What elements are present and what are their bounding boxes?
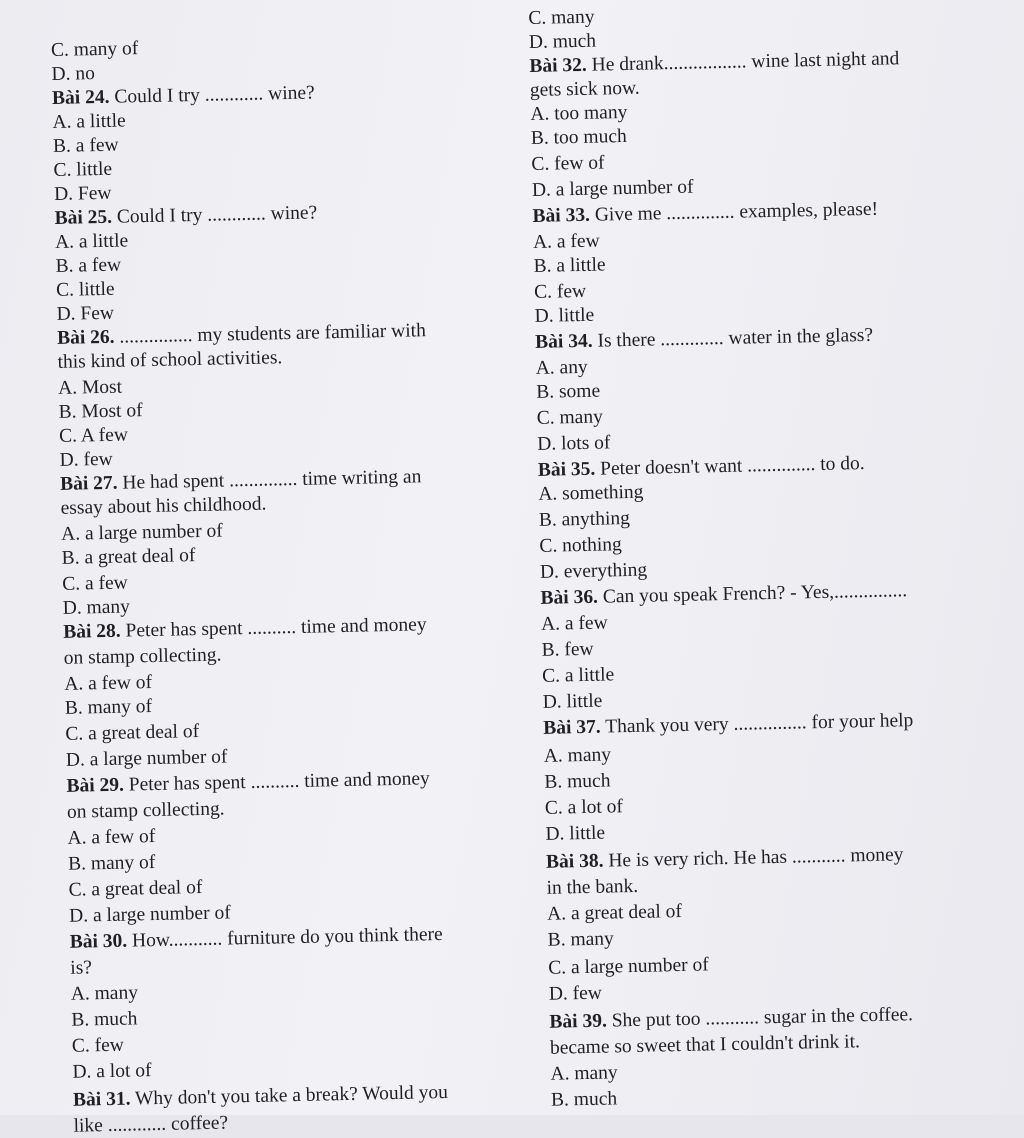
answer-option	[67, 826, 155, 850]
option-text: D. lots of	[537, 432, 611, 455]
option-text: D. a large number of	[68, 902, 231, 927]
question-text: Could I try ............ wine?	[109, 82, 315, 108]
option-text: D. little	[534, 304, 595, 327]
answer-option	[58, 400, 142, 424]
answer-option	[547, 901, 682, 926]
option-text: C. a great deal of	[65, 721, 200, 745]
question-number: Bài 34.	[534, 330, 593, 353]
answer-option	[551, 1088, 618, 1111]
option-text: D. everything	[539, 559, 648, 583]
option-text: like ............ coffee?	[73, 1112, 229, 1137]
answer-option	[64, 645, 222, 670]
option-text: C. nothing	[539, 534, 622, 557]
answer-option	[55, 255, 121, 278]
option-text: C. many	[536, 406, 604, 429]
answer-option	[545, 796, 623, 820]
option-text: A. too many	[530, 101, 628, 125]
option-text: A. a great deal of	[546, 900, 683, 925]
option-text: A. a few of	[64, 672, 153, 695]
question-stem	[546, 844, 904, 873]
option-text: D. a lot of	[72, 1060, 152, 1083]
option-text: C. few	[533, 280, 587, 303]
question-number: Bài 30.	[69, 930, 128, 953]
answer-option	[72, 1035, 124, 1058]
option-text: A. Most	[57, 376, 123, 399]
option-text: C. A few	[58, 424, 129, 447]
answer-option	[73, 1113, 228, 1138]
option-text: B. many of	[67, 851, 156, 875]
option-text: B. Most of	[58, 400, 143, 423]
option-text: A. a large number of	[60, 520, 223, 545]
option-text: D. Few	[56, 302, 115, 325]
answer-option	[56, 303, 114, 326]
question-text: Is there ............. water in the glass?	[592, 324, 874, 352]
option-text: gets sick now.	[529, 77, 640, 101]
question-stem	[535, 325, 873, 354]
question-text: Can you speak French? - Yes,...............	[597, 580, 908, 608]
option-text: D. a large number of	[65, 746, 228, 771]
answer-option	[68, 852, 156, 876]
answer-option	[55, 230, 129, 254]
option-text: B. a few	[55, 254, 122, 277]
option-text: essay about his childhood.	[60, 493, 267, 519]
question-number: Bài 28.	[63, 620, 121, 643]
answer-option	[544, 744, 612, 767]
answer-option	[550, 1062, 618, 1085]
option-text: A. a few	[532, 230, 600, 253]
answer-option	[67, 799, 225, 824]
question-text: He is very rich. He has ........... money	[603, 844, 904, 872]
option-text: A. a few of	[67, 825, 156, 849]
question-text: Thank you very ............... for your help	[600, 710, 914, 738]
option-text: on stamp collecting.	[66, 798, 225, 823]
answer-option	[548, 954, 709, 979]
answer-option	[545, 823, 605, 846]
answer-option	[61, 545, 195, 570]
question-number: Bài 27.	[59, 472, 118, 495]
answer-option	[51, 38, 139, 62]
question-number: Bài 36.	[540, 586, 599, 609]
answer-option	[530, 78, 640, 102]
answer-option	[70, 957, 92, 979]
option-text: D. few	[59, 448, 113, 471]
answer-option	[54, 183, 112, 206]
question-text: He had spent .............. time writing an	[117, 466, 422, 494]
option-text: B. too much	[530, 125, 627, 149]
answer-option	[537, 407, 604, 430]
answer-option	[68, 877, 202, 902]
answer-option	[541, 639, 593, 662]
answer-option	[532, 177, 694, 202]
answer-option	[61, 521, 223, 546]
option-text: C. a little	[541, 664, 615, 687]
answer-option	[535, 357, 587, 380]
question-number: Bài 26.	[56, 326, 115, 349]
question-number: Bài 39.	[549, 1010, 608, 1033]
question-stem	[70, 924, 443, 954]
option-text: B. many	[547, 928, 614, 951]
option-text: D. no	[51, 63, 96, 85]
answer-option	[72, 1060, 152, 1084]
option-text: D. little	[542, 690, 603, 713]
answer-option	[533, 231, 600, 254]
question-number: Bài 38.	[545, 850, 604, 873]
answer-option	[531, 152, 605, 176]
option-text: A. something	[538, 481, 644, 505]
question-stem	[540, 580, 907, 610]
question-number: Bài 24.	[51, 86, 110, 109]
answer-option	[542, 691, 602, 714]
answer-option	[534, 281, 586, 304]
option-text: C. little	[55, 278, 115, 301]
option-text: A. a little	[54, 230, 129, 253]
answer-option	[52, 110, 126, 134]
option-text: B. much	[544, 770, 611, 793]
question-text: ............... my students are familiar with	[114, 320, 427, 348]
answer-option	[542, 664, 614, 688]
answer-option	[538, 482, 644, 506]
option-text: A. a few	[540, 612, 608, 635]
option-text: B. a little	[533, 254, 606, 277]
option-text: C. few	[71, 1034, 125, 1057]
option-text: C. few of	[531, 152, 605, 175]
option-text: B. a great deal of	[61, 545, 196, 569]
option-text: D. Few	[53, 182, 112, 205]
question-stem	[54, 202, 317, 229]
answer-option	[544, 770, 611, 793]
option-text: C. a great deal of	[68, 877, 203, 901]
question-number: Bài 33.	[532, 204, 591, 227]
question-text: He drank................. wine last night and	[586, 48, 900, 76]
answer-option	[533, 254, 605, 278]
option-text: A. many	[70, 982, 139, 1005]
question-number: Bài 31.	[72, 1088, 131, 1111]
answer-option	[65, 696, 153, 720]
option-text: D. few	[548, 982, 603, 1005]
option-text: C. many	[528, 6, 595, 29]
answer-option	[534, 305, 594, 328]
answer-option	[537, 432, 611, 456]
answer-option	[60, 494, 266, 520]
answer-option	[547, 928, 614, 951]
question-text: Give me .............. examples, please!	[589, 198, 879, 226]
option-text: B. anything	[538, 507, 631, 531]
answer-option	[531, 126, 627, 150]
answer-option	[56, 279, 115, 302]
option-text: B. a few	[52, 134, 119, 157]
question-number: Bài 25.	[54, 206, 113, 229]
answer-option	[541, 612, 608, 635]
answer-option	[530, 102, 627, 126]
option-text: B. some	[536, 380, 601, 403]
answer-option	[528, 7, 595, 30]
option-text: C. a few	[62, 572, 128, 595]
answer-option	[59, 449, 113, 472]
option-text: became so sweet that I couldn't drink it.	[549, 1031, 861, 1059]
question-stem	[60, 466, 422, 496]
question-stem	[538, 453, 865, 482]
answer-option	[539, 508, 630, 532]
answer-option	[65, 721, 199, 746]
question-number: Bài 29.	[66, 774, 125, 797]
question-text: She put too ........... sugar in the coffee.	[606, 1004, 914, 1032]
answer-option	[539, 534, 622, 558]
answer-option	[53, 159, 112, 182]
question-number: Bài 37.	[543, 716, 601, 739]
question-stem	[532, 199, 878, 228]
answer-option	[536, 381, 600, 404]
answer-option	[71, 982, 139, 1005]
option-text: C. little	[53, 158, 113, 181]
answer-option	[62, 573, 128, 596]
answer-option	[549, 983, 603, 1006]
option-text: B. many of	[64, 696, 153, 719]
answer-option	[58, 377, 122, 400]
option-text: C. many of	[50, 38, 139, 61]
option-text: this kind of school activities.	[57, 347, 283, 373]
question-stem	[549, 1004, 913, 1034]
option-text: B. much	[71, 1008, 138, 1031]
answer-option	[51, 63, 95, 86]
answer-option	[546, 876, 638, 900]
option-text: D. much	[528, 30, 597, 53]
question-number: Bài 35.	[537, 458, 596, 481]
question-text: Peter has spent .......... time and money	[123, 768, 431, 796]
answer-option	[71, 1008, 138, 1031]
option-text: C. a lot of	[544, 796, 624, 819]
question-text: Could I try ............ wine?	[111, 202, 318, 228]
option-text: on stamp collecting.	[63, 644, 222, 669]
answer-option	[63, 596, 131, 619]
option-text: D. a large number of	[531, 176, 694, 201]
option-text: D. many	[62, 596, 131, 619]
question-text: Peter doesn't want .............. to do.	[595, 453, 865, 480]
answer-option	[57, 347, 282, 374]
option-text: A. any	[535, 356, 588, 379]
question-text: How........... furniture do you think there	[126, 923, 443, 952]
question-stem	[52, 82, 315, 109]
question-text: Peter has spent .......... time and money	[120, 614, 427, 642]
answer-option	[59, 424, 128, 447]
question-stem	[66, 768, 430, 798]
answer-option	[550, 1031, 860, 1059]
answer-option	[540, 560, 648, 584]
option-text: is?	[70, 957, 93, 979]
option-text: A. many	[543, 744, 612, 767]
option-text: B. much	[550, 1088, 618, 1111]
answer-option	[529, 31, 597, 54]
answer-option	[69, 902, 231, 927]
answer-option	[66, 746, 228, 771]
question-number: Bài 32.	[529, 54, 588, 77]
answer-option	[53, 135, 119, 158]
question-stem	[73, 1082, 448, 1112]
option-text: in the bank.	[546, 875, 639, 899]
option-text: D. little	[545, 822, 606, 845]
option-text: C. a large number of	[548, 954, 709, 979]
option-text: A. a little	[52, 110, 126, 133]
option-text: B. few	[541, 638, 594, 661]
question-text: Why don't you take a break? Would you	[130, 1081, 449, 1110]
answer-option	[64, 672, 152, 696]
option-text: A. many	[550, 1062, 618, 1085]
question-stem	[543, 710, 913, 740]
